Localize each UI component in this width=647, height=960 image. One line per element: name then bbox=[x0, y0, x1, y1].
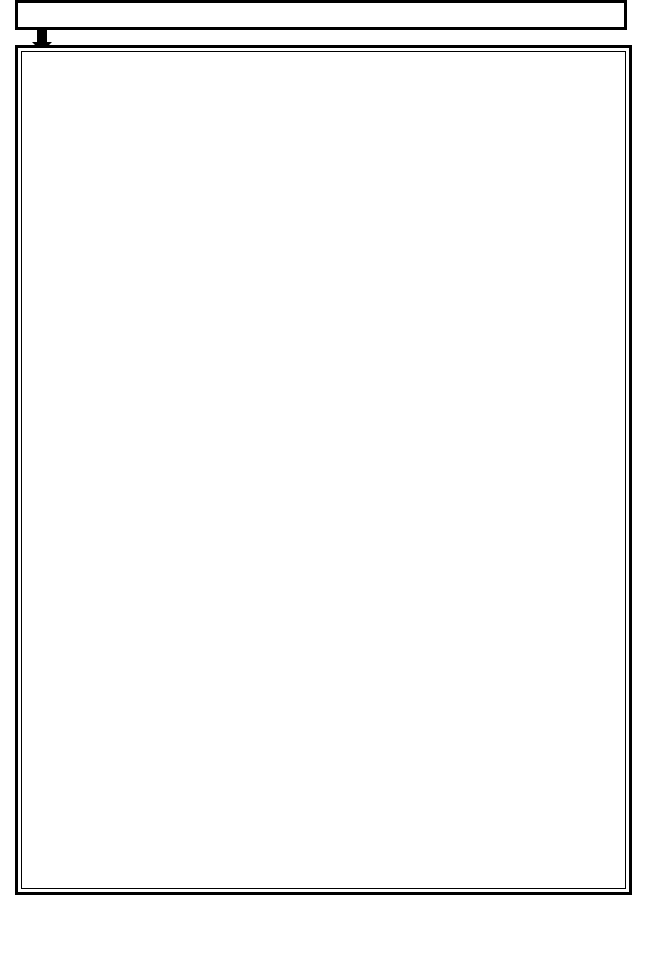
classification-table bbox=[21, 51, 626, 889]
classification-frame bbox=[15, 45, 632, 895]
figure-caption bbox=[14, 904, 634, 925]
down-arrow-icon bbox=[37, 28, 47, 46]
diagram-title-box bbox=[15, 0, 627, 30]
